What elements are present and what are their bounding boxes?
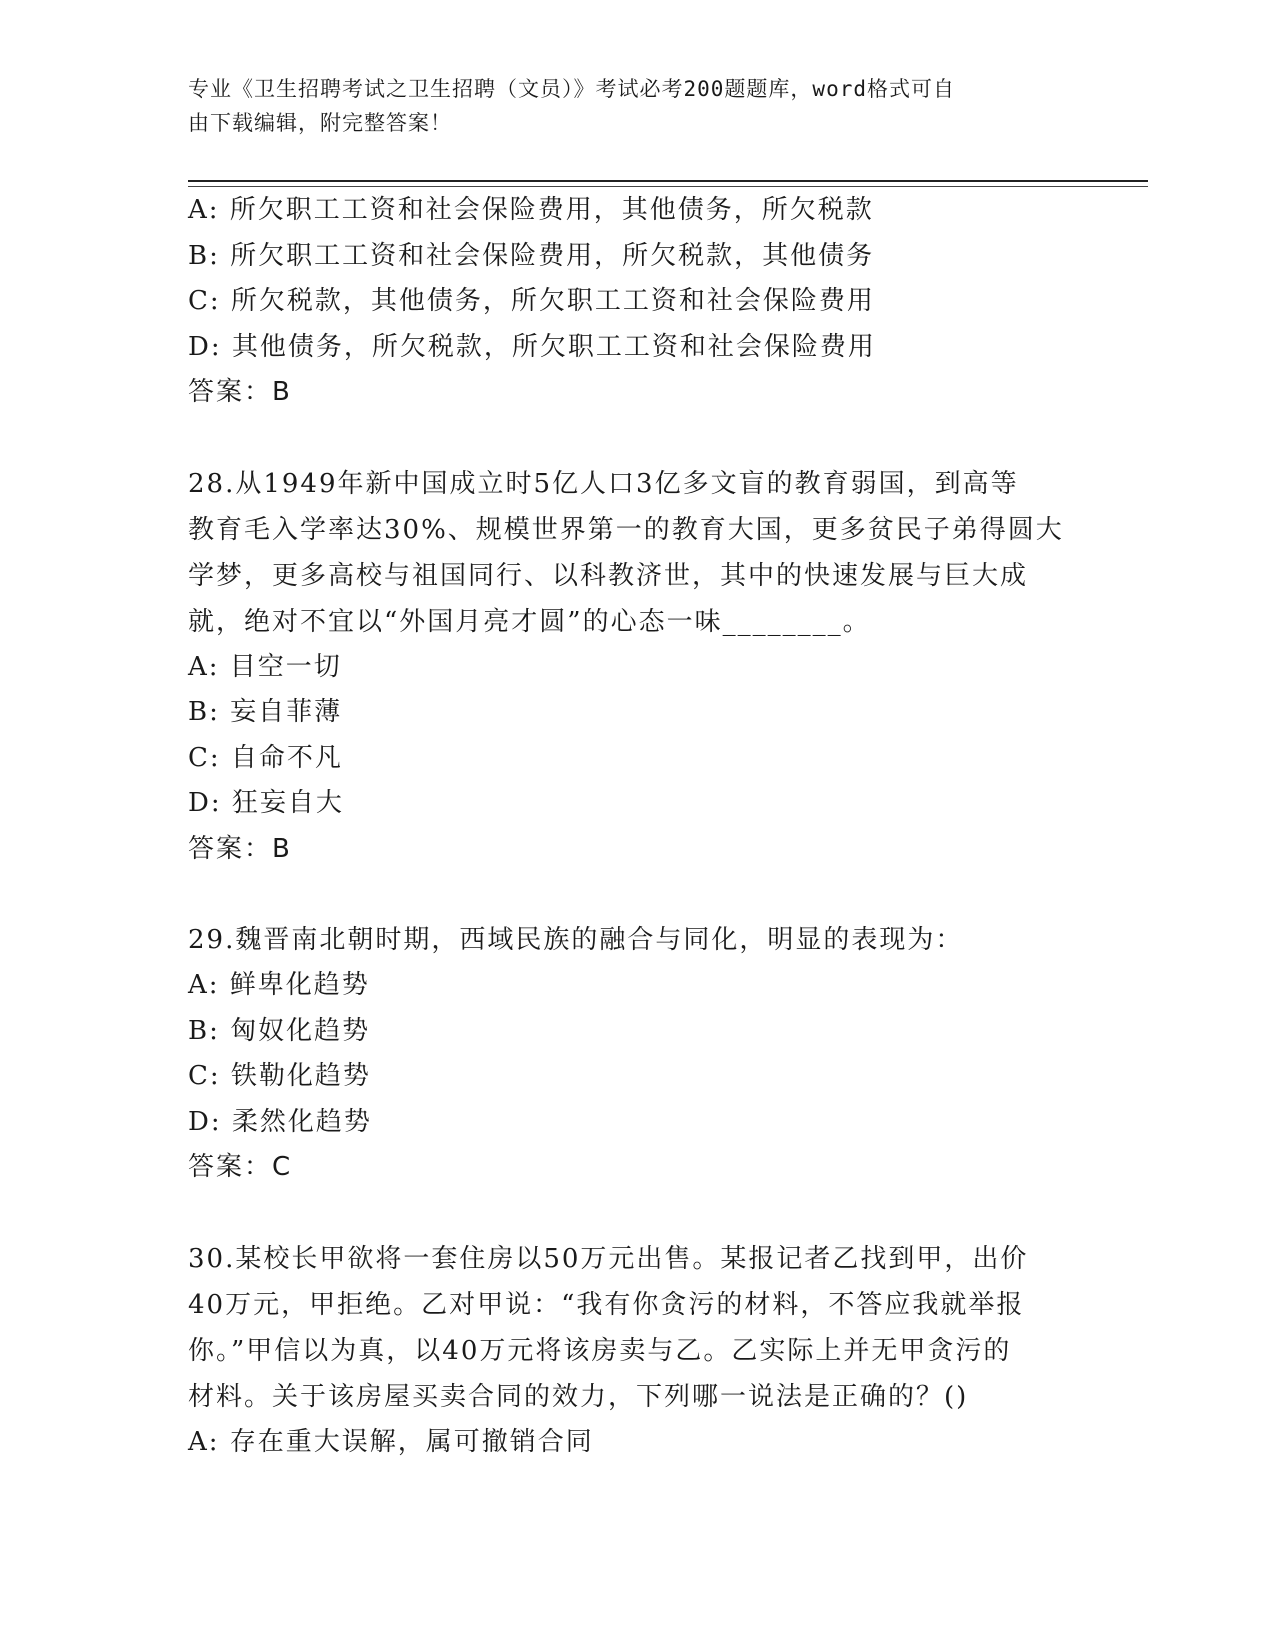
option-d: D: 柔然化趋势 [188,1106,372,1137]
spacer [188,416,1088,461]
option-a: A: 目空一切 [188,651,342,682]
option-a: A: 存在重大误解，属可撤销合同 [188,1426,594,1457]
answer-line: 答案：B [188,833,292,864]
question-line: 你。”甲信以为真，以40万元将该房卖与乙。乙实际上并无甲贪污的 [188,1335,1012,1366]
answer-line: 答案：B [188,377,292,407]
header-divider-thick [188,180,1148,182]
spacer [188,1191,1088,1236]
question-line: 40万元，甲拒绝。乙对甲说：“我有你贪污的材料，不答应我就举报 [188,1289,1025,1320]
question-line: 学梦，更多高校与祖国同行、以科教济世，其中的快速发展与巨大成 [188,560,1029,591]
option-c: C: 自命不凡 [188,742,343,773]
option-a: A: 鲜卑化趋势 [188,970,370,1000]
question-text [188,1236,1088,1420]
option-d: D: 其他债务，所欠税款，所欠职工工资和社会保险费用 [188,331,876,362]
question-line: 29.魏晋南北朝时期，西域民族的融合与同化，明显的表现为： [188,925,964,955]
header-line-2: 由下载编辑，附完整答案！ [188,111,452,135]
option-b: B: 所欠职工工资和社会保险费用，所欠税款，其他债务 [188,240,875,271]
question-29-block [188,917,1088,1191]
question-30-block [188,1236,1088,1466]
option-c: C: 所欠税款，其他债务，所欠职工工资和社会保险费用 [188,286,875,316]
option-d: D: 狂妄自大 [188,788,344,818]
spacer [188,872,1088,917]
question-line: 30.某校长甲欲将一套住房以50万元出售。某报记者乙找到甲，出价 [188,1243,1029,1274]
question-text [188,917,1088,963]
question-line: 就，绝对不宜以“外国月亮才圆”的心态一味________。 [188,606,871,637]
question-text [188,461,1088,645]
question-28-block [188,461,1088,873]
document-body [188,188,1088,1465]
header-line-1: 专业《卫生招聘考试之卫生招聘（文员）》考试必考200题题库，word格式可自 [188,77,955,101]
question-line: 28.从1949年新中国成立时5亿人口3亿多文盲的教育弱国，到高等 [188,468,1019,499]
option-a: A: 所欠职工工资和社会保险费用，其他债务，所欠税款 [188,195,874,225]
answer-line: 答案：C [188,1152,293,1182]
option-b: B: 匈奴化趋势 [188,1015,371,1046]
question-27-block [188,188,1088,416]
option-c: C: 铁勒化趋势 [188,1061,371,1091]
question-line: 教育毛入学率达30%、规模世界第一的教育大国，更多贫民子弟得圆大 [188,514,1064,545]
option-b: B: 妄自菲薄 [188,697,343,727]
header-divider-thin [188,186,1148,187]
question-line: 材料。关于该房屋买卖合同的效力，下列哪一说法是正确的？() [188,1381,969,1412]
document-header [188,72,1088,140]
